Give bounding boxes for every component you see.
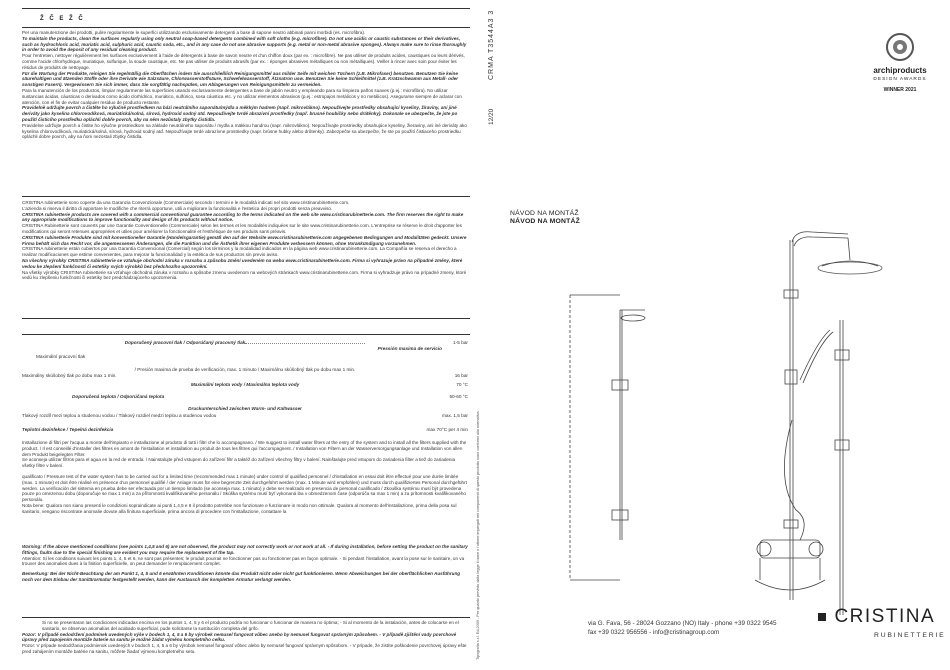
product-code: CRMA T3544A3 3 <box>488 9 495 80</box>
warning-de: Bemerkung: Bei der Nicht-Beachtung der am Punkt 1, 4, 5 und 6 erwähnten Konditionen könnte das Produkt nicht oder nicht gut funktionieren. Wenn Abweichungen bei der oberflächlichen Ausführung noch vor dem Einbau der Sanitärarmatur festgestellt werden, kann der Austausch der kompletten Armatur verlangt werden. <box>22 571 461 582</box>
warranty-it-2: L'azienda si riserva il diritto di apportare le modifiche che riterrà opportune, utili a migliorare la funzionalità e l'estetica dei propri prodotti senza preavviso. <box>22 205 333 211</box>
award-brand: archiproducts <box>873 66 927 75</box>
top-rule <box>22 8 470 9</box>
warning-es: Si no se presentaran las condiciones indicadas encima en los puntos 1, 4, 5 y 6 el producto podría no funcionar o funcionar de manera no óptima; - Si al momento de la instalación, antes de colocarse en el sanitario, se observan anomalías del acabado superficial, pude solicitarse la sustitución completa del grifo. <box>42 620 459 631</box>
warning-cz: Pozor: V případě nedodržení podmínek uvedených výše v bodech 1, 4, 5 a 6 by výrobek nemusel fungovat vůbec anebo by nemusel fungovat správným způsobem. - V případě zjištění vady povrchové úpravy před zapojením montáže baterie na sanitu je možné žádat výměnu kompletního celku. <box>22 631 457 643</box>
brand-name: CRISTINA <box>834 606 936 627</box>
warning-fr: Attention: Si les conditions suivant les points 1, 4, 5 et 6, ne sont pas présentes; le produit pourrait ne fonctionner pas ou fonctionner pas en façon optimale. - Si pendant l'installation, avant la pose sur le sanitaire, on va trouver des anomalies dues à la finition superficielle, on peut demander le remplacement complet. <box>22 555 465 567</box>
edition-date: 12/20 <box>488 108 495 125</box>
maintenance-en: To maintain the products, clean the surfaces regularly using only neutral soap-based detergents combined with soft cloths (e.g. microfibre). Do not use acidic or caustic substances or their derivatives, such as hydrochloric acid, muriatic acid, sulphuric acid, caustic soda, etc., and in any case do not use abrasive supports (e.g. metal or non-metal abrasive sponges). Always make sure to rinse thoroughly in order to avoid the deposit of any residual cleaning product. <box>22 35 467 53</box>
maintenance-fr: Pour l'entretien, nettoyer régulièrement les surfaces exclusivement à l'aide de détergents à base de savon neutre et d'un chiffon doux (par ex. : microfibre). Ne pas utiliser de produits acides, caustiques ou leurs dérivés, comme l'acide chlorhydrique, muriatique, sulfurique, la soude caustique, etc. Ne pas utiliser de produits abrasifs (par ex. : éponges abrasives métalliques ou non métalliques). Veiller à rincer avec soin pour éviter les résidus de produits de nettoyage. <box>22 53 465 70</box>
warranty-de: CRISTINA rubinetterie Produkte sind mit konventioneller Garantie (Handelsgarantie) gemäß den auf der Website www.cristinarubinetterie.com angegebenen Bedingungen und Modalitäten gedeckt. Unsere Firma behält sich das Recht vor, die angemessenen Änderungen, die die Funktion und die Ästhetik ihrer eigenen Produkte verbessern können, ohne Vorankündigung vorzunehmen. <box>22 234 467 246</box>
contact-info <box>588 620 777 637</box>
header-marks: Ž Č E Ž Č <box>40 16 85 22</box>
vertical-note: Tipografia s.r.l. Ed.2009 - Per quanto previsto dalla legge il rame e l'ottone impiegati nei componenti di questo prodotto sono conformi alla normativa <box>476 411 480 660</box>
section-rule-2 <box>22 318 470 319</box>
warranty-cz: Na všechny výrobky CRISTINA rubinetterie se vztahuje obchodní záruka v rozsahu a způsobu změní uvedeném na webu www.cristinarubinetterie.com. Firma si vyhrazuje právo na případné změny, které vedou ke zlepšení funkčnosti či estetiky svých výrobků bez předchozího upozornění. <box>22 257 463 269</box>
warnings-section-2 <box>22 620 468 655</box>
install-notes <box>22 440 468 515</box>
maintenance-sk: Pravidelne udržujte povrch a čistite ho výlučne prostriedkom na základe neutrálneho saponátu / mydla a mäkkou handrou (napr. mikrovlákno). Nepoužívajte prostriedky obsahujúce kyseliny, žieraviny, ani iné deriváty ako kyselina chlorovodíková, muriatická/solná, sírová, hydroxid sodný atď. Nepoužívajte tvrdé abrazívne prostriedky (napr. brúsne hubky alebo drôtenky). Zabezpečte sa ubezpečte, že ste po použití čistiaceho prostriedku opláchli dobre povrch, aby na ňom nezostali zbytky čistidla. <box>22 122 467 140</box>
warranty-sk: Na všetky výrobky CRISTINA rubinetterie sa vzťahuje obchodná záruka v rozsahu a spôsobe zmenu uvedenom na webových stránkach www.cristinarubinetterie.com. Firma si vyhradzuje právo na prípadné zmeny, ktoré vedú ku zlepšeniu funkčnosti či estetiky bez predchádzajúceho upozornenia. <box>22 269 467 281</box>
award-badge <box>858 30 938 120</box>
maintenance-section <box>22 30 468 140</box>
warning-sk: Pozor: V prípade nedodržania podmienok uvedených v bodoch 1, 4, 5 a 6 by výrobok nemusel fungovať vôbec alebo by nemusel fungovať správnym spôsobom. - V prípade, že zistíte poškodenie povrchovej úpravy ešte pred zahájením montáže batérie na sanitu, môžete žiadať výmenu kompletného setu. <box>22 643 467 654</box>
spec-row-5: Maximálny skúšobný tlak po dobu max 1 min. 16 bar <box>22 372 468 378</box>
note-pressure-test: qualificato / Pressure test of the water system has to be carried out for a limited time (recommended max 1 minute) under control of qualified personnel / d'installation en essai doit être effectué pour une durée limitée (max. 1 minute) et doit être réalisé en présence d'un personnel qualifié / der Anlage muss für eine begrenzte Zeit durchgeführt werden (max. 1 Minute wird empfohlen) und muss durch qualifiziertes Personal durchgeführt werden. La verificación del sistema en prueba debe ser efectuada por un tiempo limitado (se aconseja max. 1 minuto) y debe ser realizado en presencia de personal cualificado / Zkouška systému musí být provedena pouze po omezenou dobu (doporučuje se max 1 min) a za přítomnosti kvalifikovaného personálu / Skúška systému musí byť vykonaná iba v obmedzenom čase (odporúča sa max 1 min) a za prítomnosti kvalifikovaného personálu. <box>22 473 467 503</box>
maintenance-es: Para la manutención de los productos, limpiar regularmente las superficies usando exclusivamente detergentes a base de jabón neutro y empleando para su limpieza paños suaves (p.ej.: microfibra). No utilizar sustancias ácidas, cáusticas o derivados como ácido clorhídrico, muriático, sulfúrico, sosa cáustica etc. y no utilizar elementos abrasivos (p.ej.: estropajos metálicos y no metálicos). Asegurarse siempre de aclarar con atención, con el fin de evitar cualquier residuo de producto restante. <box>22 87 462 105</box>
note-nota-bene: Nota bene: Qualora non siano presenti le condizioni sopraindicate ai punti 1,4,5 e 6 il prodotto potrebbe non funzionare e funzionare in modo non ottimale. Qualora al momento dell'installazione, prima della posa sul sanitario, vengano riscontrate anomalie dovute alla finitura superficiale, prima ancora di procedere con l'installazione, contattare la <box>22 502 457 514</box>
section-rule-4 <box>22 617 470 618</box>
contact-fax: fax +39 0322 956556 - info@cristinagroup.com <box>588 628 720 636</box>
spec-row-7: Doporučená teplota / Odporúčaná teplota 50-60 °C <box>72 394 468 400</box>
award-logo-icon <box>885 32 915 62</box>
note-filters: Installazione di filtri per l'acqua a monte dell'impianto e installazione al prodotto di tutti i filtri che lo accompagnano. / We suggest to install water filters at the entry of the system and to install all the filters supplied with the product. / Il est conseillé d'installer des filtres en amont de l'installation et installation au produit de tous les filtres qui l'accompagnent. / Installation von Filtern an der Wasserversorgungsanlage und Installation von allen dem Produkt beigelegten Filter. <box>22 440 467 457</box>
specs-section <box>22 340 468 433</box>
award-subtitle: DESIGN AWARDS <box>873 77 927 82</box>
install-title-2: NÁVOD NA MONTÁŽ <box>510 218 580 225</box>
spec-row-6: Maximální teplota vody / Maximálna teplota vody 70 °C <box>190 382 468 388</box>
maintenance-cz: Pravidelně udržujte povrch a čistěte ho výlučně prostředkem na bázi neutrálního saponátu/mýdla a měkkým hadrem (např. mikrovlákno). Nepoužívejte prostředky obsahující kyseliny, žíraviny, ani jiné deriváty jako kyselina chlorovodíková, muriatická/solná, sírová, hydroxid sodný atd. Nepoužívejte tvrdé abrazivní prostředky (např. brusné houbičky nebo drátěnky). Dokonale se ubezpečte, že jste po použití čisticího prostředku opláchli dobře povrch, aby na něm nezůstaly zbytky čistidla. <box>22 105 458 122</box>
drawing-lines <box>570 232 882 615</box>
header-rule <box>22 27 470 28</box>
warranty-section <box>22 200 468 281</box>
warranty-it: CRISTINA rubinetterie sono coperte da una Garanzia Convenzionale (Commerciale) secondo i termini e le modalità indicati nel sito www.cristinarubinetterie.com. <box>22 200 350 205</box>
shower-column-drawing <box>560 220 940 625</box>
contact-address: via G. Fava, 56 - 28024 Gozzano (NO) Italy - phone +39 0322 9545 <box>588 620 777 627</box>
maintenance-de: Für die Wartung der Produkte, reinigen Sie regelmäßig die Oberflächen indem Sie ausschließlich Reinigungsmittel aus milder Seife mit weichen Tüchern (z.B. Mikrofaser) benutzen. Benutzen Sie keine säurehaltigen und ätzenden Stoffe oder ihre Derivate wie Salzsäure, Chlorwasserstoffsäure, Schwefelwasserstoff, Ätznatron usw. Benutzen Sie keine Schleifmittel (z.B. Kratzschwamm aus Metall- oder sonstigen Fasern). Vergewissern Sie sich immer, dass Sie sorgfältig nachspülen, um Ablagerungen von Reinigungsmitteln zu vermeiden. <box>22 70 459 88</box>
spec-row-1: Doporučený pracovní tlak / Odporúčaný pracovný tlak 1-5 bar <box>124 340 468 345</box>
warnings-section <box>22 544 468 583</box>
spec-row-3: Maximální pracovní tlak <box>36 354 86 360</box>
warning-en: Warning: If the above mentioned conditions (see points 1,4,5 and 6) are not observed, the product may not correctly work or not work at all. - If during installation, before setting the product on the sanitary fittings, faults due to the special finishing are evident you may require the replacement of the tap. <box>22 544 468 555</box>
spec-row-10: Teplotní dezinfekce / Tepelná dezinfekcia max 70°C per 4 min <box>22 426 468 432</box>
spec-row-8: Druckunterschied zwischen Warm- und Kaltwasser <box>188 406 302 412</box>
warranty-es: CRISTINA rubinetterie están cubiertos por una Garantía Convencional (Comercial) según los términos y la modalidad indicados en la página web www.cristinarubinetterie.com. La Compañía se reserva el derecho a realizar modificaciones que estime convenientes, para mejorar la funcionalidad y la estética de sus productos sin previo aviso. <box>22 246 457 258</box>
section-rule-3 <box>22 334 470 335</box>
brand-sub: RUBINETTERIE <box>874 632 946 639</box>
note-filters-2: Se aconseja utilizar filtros para el agua en la red de entrada. / Nainstalujte před vstupem do zařízení filtr a taktéž do zařízení všechny filtry v balení. Nainštalujte pred vstupom do zariadenia filter a tiež do zariadenia všetky filtre v balení. <box>22 457 456 469</box>
brand-square-icon <box>818 613 826 621</box>
warranty-fr: CRISTINA Rubinetterie sont couverts par une Garantie Conventionnelle (Commerciale) selon les termes et les modalités indiquées sur le site www.cristinarubinetterie.com. L'entreprise se réserve le droit d'apporter les modifications qui seront retenues appropriées et utiles pour améliorer la fonctionnalité et l'esthétique de ses produits sans préavis. <box>22 223 462 234</box>
brand-logo <box>818 606 935 628</box>
install-title-1: NÁVOD NA MONTÁŽ <box>510 210 579 217</box>
spec-row-2: Pressión maxima de servicio <box>377 346 442 352</box>
section-rule-1 <box>22 196 470 197</box>
maintenance-it: Per una manutenzione dei prodotti, pulire regolarmente le superfici utilizzando esclusivamente detergenti a base di sapone neutro abbinati panni morbidi (es. microfibra). <box>22 30 366 35</box>
warranty-en: CRISTINA rubinetterie products are covered with a commercial conventional guarantee according to the terms indicated on the web site www.cristinarubinetterie.com. The firm reserves the right to make any appropriate modifications to improve functionality and design of its products without notice. <box>22 211 464 223</box>
spec-row-4: / Presión maxima de prueba de verificación, max. 1 minuto / Maximálnu skúšobný tlak po dobu max 1 min. <box>134 366 356 372</box>
spec-row-9: Tlakový rozdíl mezi teplou a studenou vodou / Tlakový rozdiel medzi teplou a studenou vodou max. 1,5 bar <box>22 412 468 418</box>
award-winner: WINNER 2021 <box>883 87 917 93</box>
